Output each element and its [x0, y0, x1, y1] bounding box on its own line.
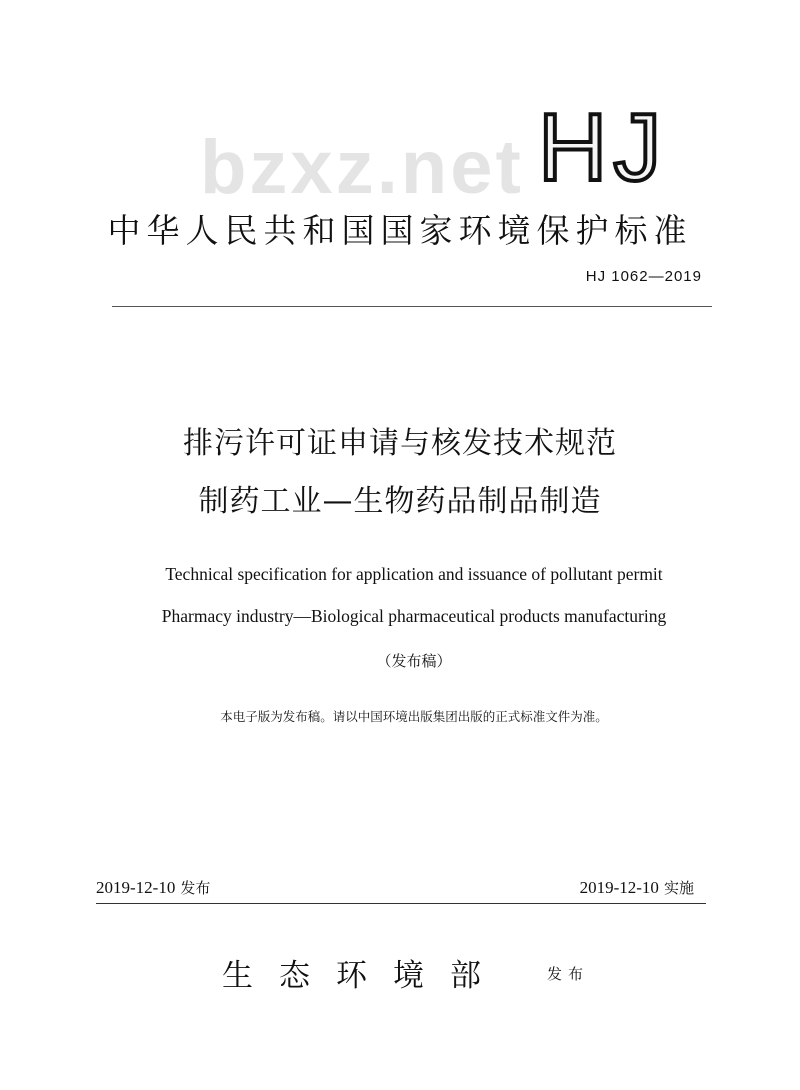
- hj-logo: HJ: [538, 94, 668, 201]
- watermark: bzxz.net: [200, 125, 524, 210]
- issuer-title: 中华人民共和国国家环境保护标准: [107, 211, 693, 250]
- chinese-title-line-2: 制药工业—生物药品制品制造: [198, 484, 602, 519]
- effective-date-label: 实施: [663, 879, 694, 897]
- standard-number: HJ 1062—2019: [585, 268, 702, 285]
- effective-date-value: 2019-12-10: [579, 878, 659, 897]
- top-divider: [112, 306, 712, 307]
- draft-label: （发布稿）: [376, 652, 452, 670]
- bottom-divider: [96, 903, 706, 904]
- publisher-name: 生态环境部: [222, 958, 507, 994]
- english-title-line-1: Technical specification for application and issuance of pollutant permit: [165, 564, 663, 584]
- publish-label: 发布: [547, 965, 590, 983]
- issue-date-value: 2019-12-10: [96, 878, 176, 897]
- effective-date: [580, 877, 694, 898]
- issue-date: [96, 877, 210, 898]
- issue-date-label: 发布: [180, 879, 211, 897]
- edition-notice: 本电子版为发布稿。请以中国环境出版集团出版的正式标准文件为准。: [220, 709, 608, 724]
- chinese-title-line-1: 排污许可证申请与核发技术规范: [183, 426, 617, 461]
- english-title-line-2: Pharmacy industry—Biological pharmaceutical products manufacturing: [161, 606, 667, 626]
